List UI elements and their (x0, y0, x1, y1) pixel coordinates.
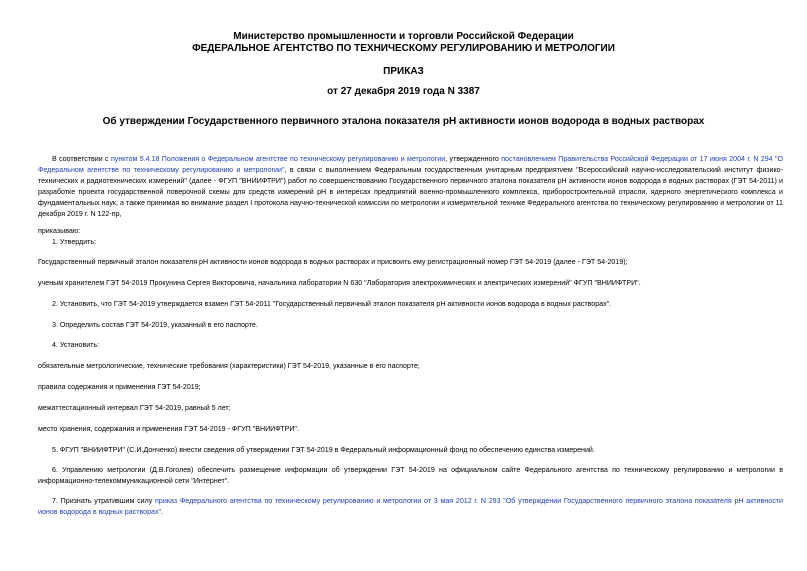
preamble-text-3: , в связи с выполнением Федеральным государственным унитарным предприятием "Всероссийский научно-исследовательский институт физико-технических и радиотехнических измерений" (далее - ФГУП "ВНИИФТРИ") работ по совершенствованию Государственного первичного эталона показателя pH активности ионов водорода в водных растворах (ГЭТ 54-2011) и разработке проекта государственной поверочной схемы для средств измерений pH в интересах предприятий военно-промышленного комплекса, приборостроительной отрасли, ядерного энергетического комплекса и фундаментальных наук, а также принимая во внимание раздел I протокола научно-технической комиссии по метрологии и измерительной технике Федерального агентства по техническому регулированию и метрологии от 11 декабря 2019 г. N 122-пр, (38, 166, 783, 218)
item-7-end: . (161, 508, 164, 516)
item-4b: правила содержания и применения ГЭТ 54-2019; (38, 383, 201, 391)
agency-heading: ФЕДЕРАЛЬНОЕ АГЕНТСТВО ПО ТЕХНИЧЕСКОМУ РЕГУЛИРОВАНИЮ И МЕТРОЛОГИИ (192, 43, 615, 54)
doc-type-heading: ПРИКАЗ (383, 66, 424, 77)
link-regulation-clause[interactable]: пунктом 5.4.18 Положения о Федеральном агентстве по техническому регулированию и метрологии (110, 155, 446, 163)
item-4d: место хранения, содержания и применения ГЭТ 54-2019 - ФГУП "ВНИИФТРИ". (38, 425, 299, 433)
link-government-decree[interactable]: постановлением Правительства Российской Федерации от 17 июня 2004 г. N 294 "О Федеральном агентстве по техническому регулированию и метрологии" (38, 155, 783, 174)
item-1a: Государственный первичный эталон показателя pH активности ионов водорода в водных растворах и присвоить ему регистрационный номер ГЭТ 54-2019 (далее - ГЭТ 54-2019); (38, 258, 628, 266)
item-4c: межаттестационный интервал ГЭТ 54-2019, равный 5 лет; (38, 404, 231, 412)
item-3: 3. Определить состав ГЭТ 54-2019, указанный в его паспорте. (52, 321, 258, 329)
item-1: 1. Утвердить: (52, 238, 97, 246)
item-4a: обязательные метрологические, технические требования (характеристики) ГЭТ 54-2019, указанные в его паспорте; (38, 362, 420, 370)
order-word: приказываю: (38, 227, 81, 235)
preamble-paragraph (38, 154, 783, 220)
item-1b: ученым хранителем ГЭТ 54-2019 Прокунина Сергея Викторовича, начальника лаборатории N 630 "Лаборатория электрохимических и электрических измерений" ФГУП "ВНИИФТРИ". (38, 279, 641, 287)
item-5: 5. ФГУП "ВНИИФТРИ" (С.И.Донченко) внести сведения об утверждении ГЭТ 54-2019 в Федеральный информационный фонд по обеспечению единства измерений. (52, 446, 595, 454)
preamble-text-1: В соответствии с (52, 155, 111, 163)
item-7-text: 7. Признать утратившим силу (52, 497, 153, 505)
preamble-text-2: , утвержденного (445, 155, 502, 163)
ministry-heading: Министерство промышленности и торговли Российской Федерации (233, 31, 574, 42)
item-7 (38, 496, 783, 518)
item-2: 2. Установить, что ГЭТ 54-2019 утверждается взамен ГЭТ 54-2011 "Государственный первичный эталон показателя pH активности ионов водорода в водных растворах". (52, 300, 612, 308)
document-title: Об утверждении Государственного первичного эталона показателя pH активности ионов водорода в водных растворах (102, 116, 705, 127)
link-repealed-order[interactable]: приказ Федерального агентства по техническому регулированию и метрологии от 3 мая 2012 г. N 293 "Об утверждении Государственного первичного эталона показателя pH активности ионов водорода в водных растворах" (38, 497, 783, 516)
date-number-heading: от 27 декабря 2019 года N 3387 (327, 86, 480, 97)
item-6: 6. Управлению метрологии (Д.В.Гоголев) обеспечить размещение информации об утверждении ГЭТ 54-2019 на официальном сайте Федерального агентства по техническому регулированию и метрологии в информационно-телекоммуникационной сети "Интернет". (38, 466, 783, 485)
item-4: 4. Установить: (52, 341, 100, 349)
